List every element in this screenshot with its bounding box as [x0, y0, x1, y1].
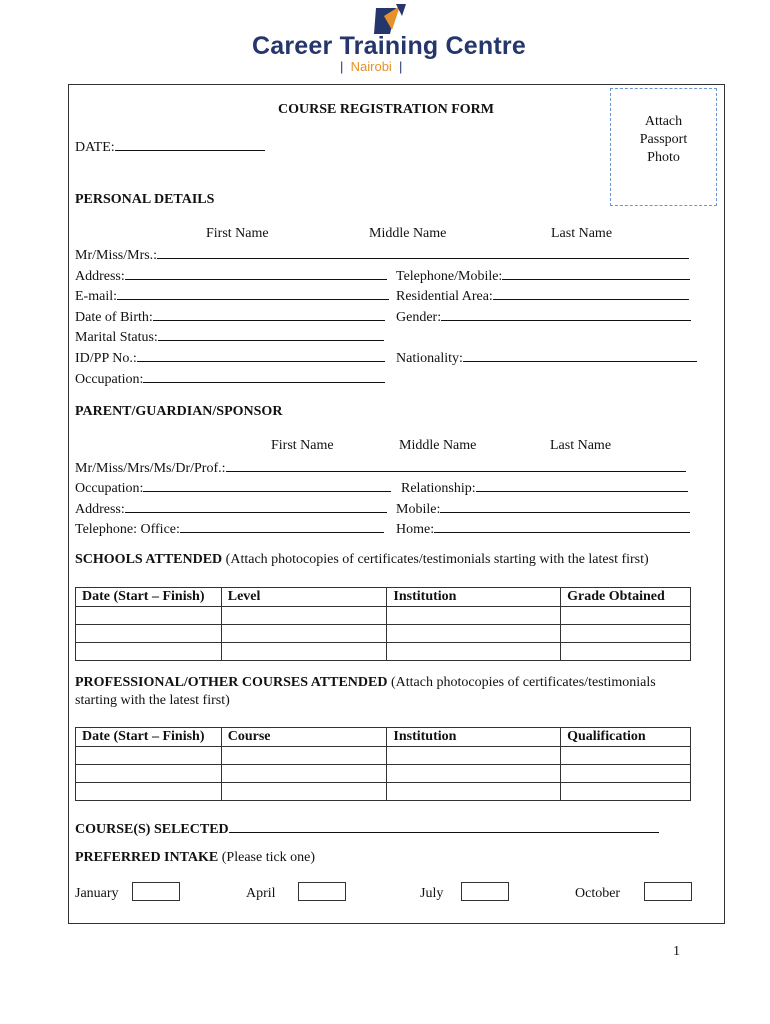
table-cell[interactable] [561, 607, 691, 625]
guardian-relationship-field[interactable] [401, 479, 688, 497]
table-cell[interactable] [76, 625, 222, 643]
schools-col-institution: Institution [387, 588, 561, 607]
guardian-occupation-field[interactable] [75, 479, 391, 497]
form-title: COURSE REGISTRATION FORM [278, 102, 494, 117]
org-location: | Nairobi | [340, 59, 403, 74]
table-cell[interactable] [76, 765, 222, 783]
personal-residential-field[interactable] [396, 287, 689, 305]
personal-title-field[interactable] [75, 246, 689, 264]
personal-gender-label: Gender: [396, 310, 442, 325]
guardian-heading: PARENT/GUARDIAN/SPONSOR [75, 404, 283, 419]
courses-header-row [76, 728, 691, 747]
intake-checkbox-january[interactable] [132, 882, 180, 901]
guardian-col-last: Last Name [550, 438, 612, 453]
table-cell[interactable] [76, 747, 222, 765]
intake-label-january: January [75, 886, 119, 901]
courses-selected-field[interactable] [75, 820, 659, 838]
intake-checkbox-july[interactable] [461, 882, 509, 901]
org-name: Career Training Centre [252, 32, 526, 60]
date-field[interactable] [75, 138, 265, 156]
personal-idpp-label: ID/PP No.: [75, 351, 137, 366]
courses-col-course: Course [221, 728, 387, 747]
courses-heading-line [75, 675, 656, 691]
table-cell[interactable] [221, 783, 387, 801]
table-cell[interactable] [387, 765, 561, 783]
intake-checkbox-october[interactable] [644, 882, 692, 901]
personal-email-label: E-mail: [75, 289, 117, 304]
courses-note: (Attach photocopies of certificates/testimonials [390, 675, 656, 690]
table-cell[interactable] [561, 643, 691, 661]
courses-col-qualification: Qualification [561, 728, 691, 747]
table-cell[interactable] [561, 625, 691, 643]
table-cell[interactable] [221, 747, 387, 765]
table-cell[interactable] [561, 783, 691, 801]
photo-line-2: Passport [639, 132, 688, 147]
schools-heading: SCHOOLS ATTENDED [75, 552, 223, 567]
personal-idpp-field[interactable] [75, 349, 385, 367]
table-cell[interactable] [387, 643, 561, 661]
guardian-title-label: Mr/Miss/Mrs/Ms/Dr/Prof.: [75, 461, 226, 476]
table-cell[interactable] [387, 625, 561, 643]
personal-marital-label: Marital Status: [75, 330, 158, 345]
intake-checkbox-april[interactable] [298, 882, 346, 901]
table-cell[interactable] [561, 765, 691, 783]
personal-marital-field[interactable] [75, 328, 384, 346]
table-cell[interactable] [221, 607, 387, 625]
personal-col-first: First Name [206, 226, 269, 241]
personal-occupation-label: Occupation: [75, 372, 144, 387]
passport-photo-box[interactable] [610, 88, 717, 206]
table-cell[interactable] [221, 625, 387, 643]
schools-header-row [76, 588, 691, 607]
personal-telephone-field[interactable] [396, 267, 690, 285]
table-cell[interactable] [561, 747, 691, 765]
table-cell[interactable] [387, 783, 561, 801]
table-row [76, 765, 691, 783]
personal-title-label: Mr/Miss/Mrs.: [75, 248, 158, 263]
guardian-mobile-label: Mobile: [396, 502, 441, 517]
personal-telephone-label: Telephone/Mobile: [396, 269, 503, 284]
photo-line-3: Photo [647, 150, 680, 165]
intake-label-july: July [420, 886, 444, 901]
table-row [76, 747, 691, 765]
guardian-relationship-label: Relationship: [401, 481, 476, 496]
guardian-occupation-label: Occupation: [75, 481, 144, 496]
table-cell[interactable] [387, 747, 561, 765]
guardian-address-field[interactable] [75, 500, 387, 518]
guardian-home-field[interactable] [396, 520, 690, 538]
personal-address-field[interactable] [75, 267, 387, 285]
table-row [76, 783, 691, 801]
personal-residential-label: Residential Area: [396, 289, 493, 304]
intake-label-april: April [246, 886, 276, 901]
intake-label-october: October [575, 886, 621, 901]
table-cell[interactable] [76, 607, 222, 625]
personal-col-last: Last Name [551, 226, 613, 241]
schools-table [75, 587, 691, 661]
table-row [76, 643, 691, 661]
courses-table [75, 727, 691, 801]
guardian-title-field[interactable] [75, 459, 686, 477]
table-row [76, 607, 691, 625]
intake-note: (Please tick one) [221, 850, 316, 865]
guardian-col-first: First Name [271, 438, 334, 453]
personal-dob-field[interactable] [75, 308, 385, 326]
schools-note: (Attach photocopies of certificates/testimonials starting with the latest first) [225, 552, 649, 567]
guardian-tel-office-field[interactable] [75, 520, 384, 538]
personal-col-middle: Middle Name [369, 226, 447, 241]
personal-address-label: Address: [75, 269, 125, 284]
personal-dob-label: Date of Birth: [75, 310, 153, 325]
schools-heading-line [75, 552, 649, 568]
courses-col-institution: Institution [387, 728, 561, 747]
personal-gender-field[interactable] [396, 308, 691, 326]
personal-nationality-label: Nationality: [396, 351, 463, 366]
schools-col-date: Date (Start – Finish) [76, 588, 222, 607]
courses-col-date: Date (Start – Finish) [76, 728, 222, 747]
schools-col-level: Level [221, 588, 387, 607]
courses-selected-label: COURSE(S) SELECTED [75, 822, 229, 837]
guardian-address-label: Address: [75, 502, 125, 517]
schools-col-grade: Grade Obtained [561, 588, 691, 607]
personal-heading: PERSONAL DETAILS [75, 192, 215, 207]
intake-heading: PREFERRED INTAKE [75, 850, 219, 865]
personal-occupation-field[interactable] [75, 370, 385, 388]
guardian-mobile-field[interactable] [396, 500, 690, 518]
table-cell[interactable] [221, 765, 387, 783]
courses-note-line2: starting with the latest first) [75, 693, 230, 708]
table-cell[interactable] [221, 643, 387, 661]
table-row [76, 625, 691, 643]
guardian-home-label: Home: [396, 522, 435, 537]
photo-line-1: Attach [644, 114, 683, 129]
org-location-text: Nairobi [350, 59, 392, 74]
personal-email-field[interactable] [75, 287, 389, 305]
table-cell[interactable] [76, 643, 222, 661]
courses-heading: PROFESSIONAL/OTHER COURSES ATTENDED [75, 675, 388, 690]
table-cell[interactable] [387, 607, 561, 625]
guardian-tel-office-label: Telephone: Office: [75, 522, 180, 537]
date-label: DATE: [75, 140, 115, 155]
guardian-col-middle: Middle Name [399, 438, 477, 453]
personal-nationality-field[interactable] [396, 349, 697, 367]
intake-heading-line [75, 850, 315, 866]
page-number: 1 [673, 944, 680, 959]
table-cell[interactable] [76, 783, 222, 801]
